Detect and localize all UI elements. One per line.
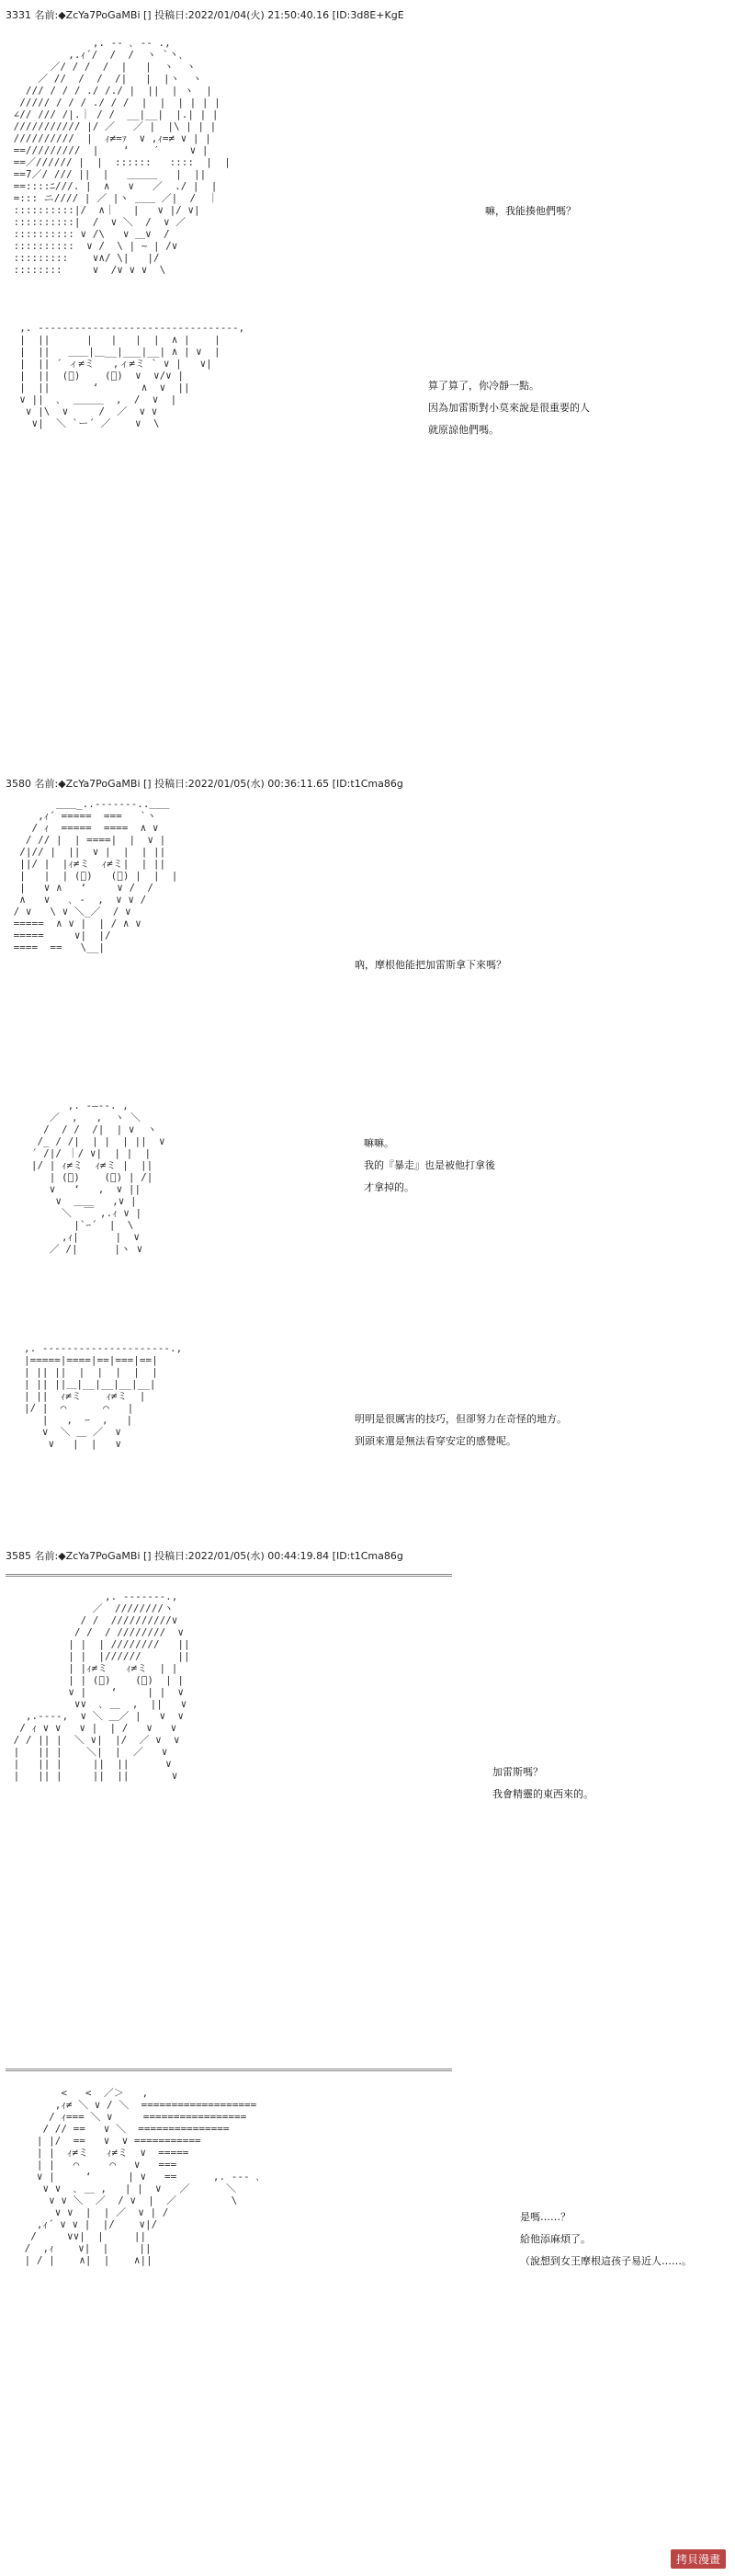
dialogue-line: 到頭來還是無法看穿安定的感覺呢。 (355, 1435, 516, 1447)
dialogue-line: 算了算了，你冷靜一點。 (428, 380, 539, 392)
ascii-art-character: < < ／＞ , ,ｨ≠ ＼ ∨ / ＼ =================== / ｨ=== ＼ ∨ ================= / // == ∨ ＼ =============== | |/ == ∨ ∨ =========== | | ｨ≠ミ ｨ≠ミ ∨ ===== | | ⌒ ⌒ ∨ === ∨ | ‘ | ∨ == ,. ‐‐‐ ､ ∨ ∨ ､ ＿ , | | ∨ ／ ＼ ∨ ∨ ＼ ／ / ∨ | ／ \ ∨ ∨ | | ／ ∨ | / ,ｨ´ ∨ ∨ | |/ ∨|/ / ∨∨| | || / ,ｨ ∨| | || | / | ∧| | ∧|| (24, 2087, 261, 2266)
dialogue-line: 嘛，我能揍他們嗎？ (485, 205, 576, 217)
post-header: 3331 名前:◆ZcYa7PoGaMBi [] 投稿日:2022/01/04(火) 21:50:40.16 [ID:3d8E+KgE (6, 9, 404, 21)
panel-divider (6, 1574, 452, 1577)
ascii-art-character: ,. -‐‐‐‐‐-., ／ ////////ヽ / / //////////∨ / / / //////// ∨ | | | //////// || | | |////// || | |ｨ≠ミ ｨ≠ミ | | | | (ﾟ) (ﾟ) | | ∨ | ‘ | | ∨ ∨∨ ､ ＿ , || ∨ ,.-‐‐-, ∨ ＼ ＿／ | ∨ ∨ / ｨ ∨ ∨ ∨ | | / ∨ ∨ / / || | ＼ ∨| |/ ／ ∨ ∨ | || | ＼| | ／ ∨ | || | || || ∨ | || | || || ∨ (13, 1590, 190, 1782)
dialogue-line: 明明是很厲害的技巧，但卻努力在奇怪的地方。 (355, 1413, 567, 1425)
dialogue-line: （說想到女王摩根這孩子易近人……。 (520, 2255, 692, 2267)
dialogue-line: 是嗎……？ (520, 2211, 571, 2223)
dialogue-line: 加雷斯嗎？ (492, 1766, 543, 1778)
ascii-art-character: ＿＿_..-‐‐‐‐‐-..＿＿ ,ｨ´ ===== === `ヽ / ｨ ===== ==== ∧ ∨ / // | | ====| | ∨ | /|// | || ∨ | | | || ||/ | |ｨ≠ミ ｨ≠ミ| | || | | | (ﾟ) (ﾟ) | | | | ∨ ∧ ‘ ∨ / / ∧ ∨ ､ - , ∨ ∨ / / ∨ \ ∨ ＼_／ / ∨ ===== ∧ ∨ | | / ∧ ∨ ===== ∨| |/ ==== == \__| (13, 798, 178, 953)
dialogue-box (355, 954, 506, 976)
dialogue-line: 嘛嘛。 (364, 1137, 394, 1149)
post-header: 3585 名前:◆ZcYa7PoGaMBi [] 投稿日:2022/01/05(水) 00:44:19.84 [ID:t1Cma86g (6, 1550, 403, 1562)
ascii-art-character: ,. ----‐‐‐---‐‐‐‐‐‐‐‐‐---‐‐‐‐----‐‐‐, | || | | | | ∧ | | | || ＿＿|＿__|___|__| ∧ | ∨ | | || ´ ィ≠ミ ,ィ≠ミ ` ∨ | ∨| | || (ﾟ) (ﾟ) ∨ ∨/∨ | | || ‘ ∧ ∨ || ∨ || ､ ＿＿＿ , / ∨ | ∨ |\ ∨ / ／ ∨ ∨ ∨| ＼ `ー´ ／ ∨ \ (19, 322, 245, 429)
dialogue-line: 因為加雷斯對小莫來說是很重要的人 (428, 402, 590, 414)
watermark-logo: 拷貝漫畫 (671, 2549, 726, 2569)
dialogue-box (492, 1761, 594, 1806)
dialogue-box (520, 2206, 692, 2273)
post-header: 3580 名前:◆ZcYa7PoGaMBi [] 投稿日:2022/01/05(水) 00:36:11.65 [ID:t1Cma86g (6, 778, 403, 790)
ascii-art-character: ,. -―‐-. , ／ , , ヽ ＼ / / / /| | ∨ ヽ /_ / /| | | | || ∨ ´ /|/ ｜/ ∨| | | | |/ | ｨ≠ミ ｨ≠ミ | || | (ﾟ) (ﾟ) | /| ∨ ‘ , ∨ || ∨ ＿＿ ,∨ | ＼ ￣ ,.ｨ ∨ | |`ｰ´ | \ ,ｨ| | ∨ ／ /| |ヽ ∨ (30, 1100, 165, 1255)
dialogue-line: 我的『暴走』也是被他打拿後 (364, 1159, 495, 1171)
dialogue-line: 吶，摩根他能把加雷斯拿下來嗎？ (355, 959, 506, 971)
dialogue-line: 才拿掉的。 (364, 1181, 414, 1193)
dialogue-box (428, 375, 590, 441)
dialogue-box (364, 1133, 495, 1199)
ascii-art-character: ,. -----‐‐‐‐‐‐‐‐‐‐--‐‐‐‐., |=====|====|==|===|==| | || || | | | | | | || ||＿|__|__|__|__| | || ｨ≠ミ ｨ≠ミ | |/ | ⌒ ⌒ | | , ｰ , | ∨ ＼ ＿ ／ ∨ ∨ | | ∨ (24, 1342, 183, 1450)
dialogue-line: 給他添麻煩了。 (520, 2233, 591, 2245)
dialogue-box (355, 1408, 567, 1453)
dialogue-line: 我會精靈的東西來的。 (492, 1788, 594, 1800)
ascii-art-character: ,. -‐ ､ ‐- ., ,.ｨ´/ / / ヽ `丶､ ／/ / / / | | ヽ ヽ ／ // / / /| | |ヽ ヽ /// / / / ./ /./ | || | ヽ | ///// / / / ./ / / | | | | | | ∠// /// /|.｜ / / __|__| |.| | | /////////// |/ ／ ／ | |\ | | | ////////// | ｨ≠=ｧ ∨ ,ｨ=≠ ∨ | | ==///////// | ‘ ′ ∨ | ==／////// | | :::::: :::: | | ==7／/ /// || | ＿＿＿ | || ==::::ﾆ///. | ∧ ∨ ／ ./ | | =::: ニ//// | ／ |ヽ ＿＿ ／| / ｜ ::::::::::|/ ∧｜ | ∨ |/ ∨| ::::::::::| / ∨ ＼ / ∨ ／ :::::::::: ∨ /\ ∨ ＿∨ / :::::::::: ∨ / \ | ~ | /∨ ::::::::: ∨∧/ \| |/ :::::::: ∨ /∨ ∨ ∨ \ (13, 37, 231, 276)
dialogue-line: 就原諒他們嗎。 (428, 424, 499, 436)
dialogue-box (485, 200, 576, 222)
panel-divider (6, 2069, 452, 2071)
